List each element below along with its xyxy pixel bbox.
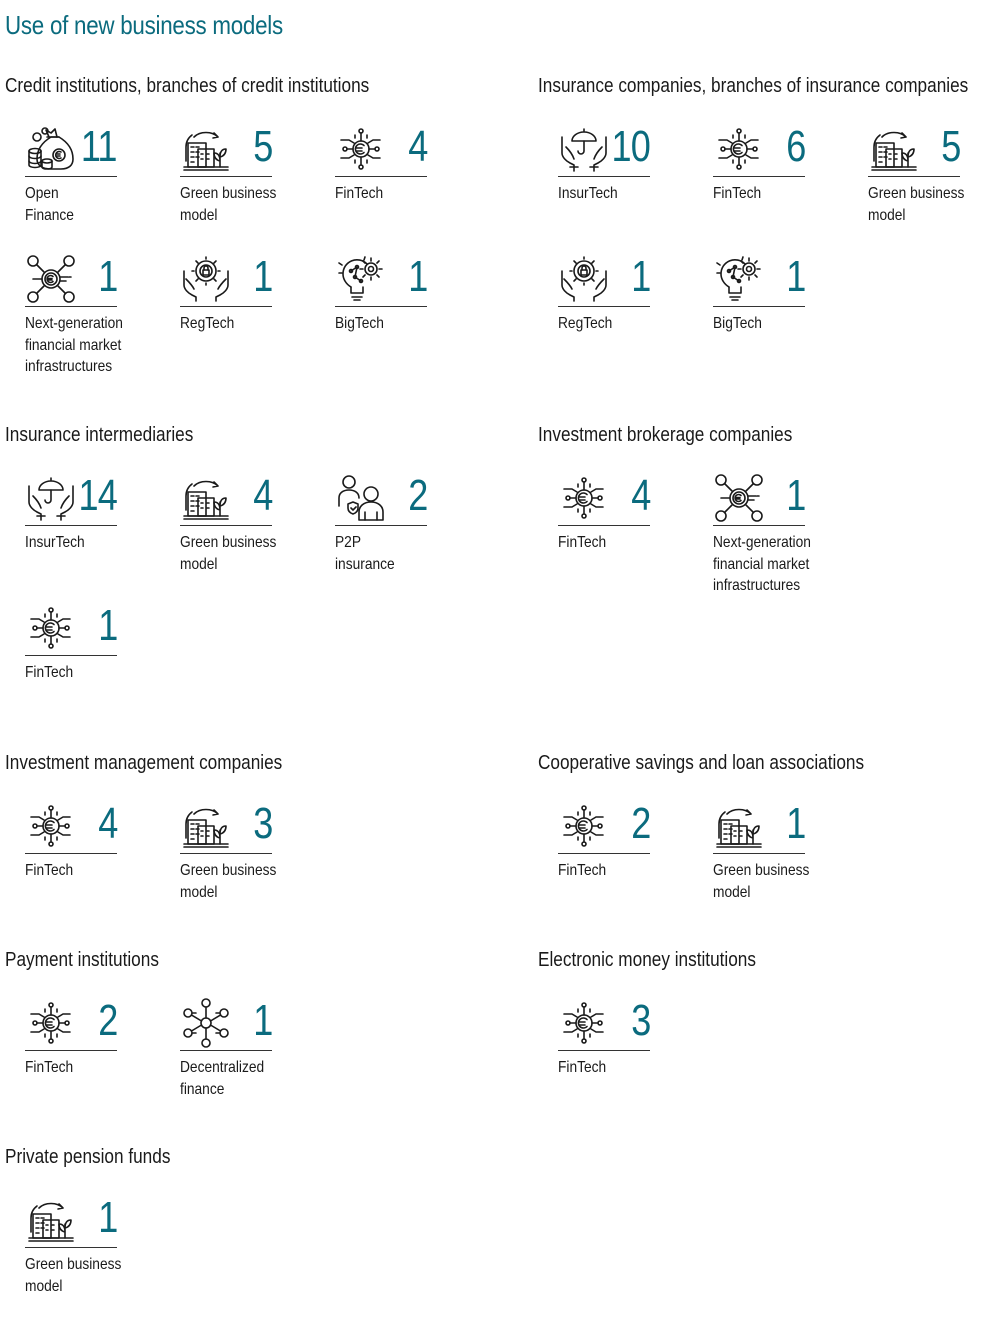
model-item: [558, 800, 650, 930]
model-item: [335, 253, 427, 383]
model-item: [558, 472, 650, 602]
model-item: [713, 799, 810, 930]
section-title: Investment brokerage companies: [538, 424, 793, 446]
divider: [335, 176, 427, 177]
model-item: [713, 123, 805, 253]
section-title: Credit institutions, branches of credit institutions: [5, 75, 370, 97]
model-item: [335, 123, 427, 253]
fintech-icon: [713, 123, 765, 175]
divider: [180, 525, 272, 526]
model-count: 2: [407, 471, 427, 520]
model-label: FinTech: [25, 862, 74, 879]
model-item: [25, 123, 117, 253]
model-item: [335, 472, 427, 602]
model-count: 4: [630, 471, 650, 520]
model-label: Green business model: [180, 534, 277, 573]
divider: [335, 306, 427, 307]
divider: [558, 525, 650, 526]
model-count: 1: [97, 252, 117, 301]
fintech-icon: [25, 800, 77, 852]
model-label: Next-generation financial market infrastructures: [25, 315, 123, 375]
model-count: 1: [785, 799, 805, 848]
model-label: Green business model: [713, 862, 810, 901]
divider: [713, 525, 805, 526]
divider: [713, 176, 805, 177]
model-label: RegTech: [180, 315, 235, 332]
model-label: BigTech: [713, 315, 762, 332]
model-item: [558, 123, 650, 253]
section-title: Cooperative savings and loan associations: [538, 752, 865, 774]
model-count: 10: [611, 122, 650, 171]
model-item: [180, 122, 277, 253]
model-item: [25, 472, 117, 602]
section-title: Electronic money institutions: [538, 949, 756, 971]
model-label: Green business model: [25, 1256, 122, 1295]
insurtech-icon: [25, 472, 77, 524]
divider: [558, 1050, 650, 1051]
divider: [25, 1247, 117, 1248]
divider: [868, 176, 960, 177]
model-label: FinTech: [558, 534, 607, 551]
regtech-icon: [558, 253, 610, 305]
model-count: 1: [407, 252, 427, 301]
model-item: [868, 122, 965, 253]
divider: [25, 853, 117, 854]
divider: [713, 853, 805, 854]
model-label: Decentralized finance: [180, 1059, 265, 1098]
section-title: Insurance companies, branches of insurance companies: [538, 75, 969, 97]
section-title: Insurance intermediaries: [5, 424, 194, 446]
model-label: FinTech: [25, 664, 74, 681]
model-label: FinTech: [335, 185, 384, 202]
model-count: 1: [252, 252, 272, 301]
model-item: [558, 253, 650, 383]
model-count: 1: [252, 996, 272, 1045]
model-item: [25, 1193, 122, 1324]
insurtech-icon: [558, 123, 610, 175]
fintech-icon: [25, 997, 77, 1049]
model-count: 4: [407, 122, 427, 171]
open-finance-icon: [25, 123, 77, 175]
fintech-icon: [25, 602, 77, 654]
model-count: 5: [940, 122, 960, 171]
model-item: [25, 800, 117, 930]
model-item: [180, 799, 277, 930]
model-label: RegTech: [558, 315, 613, 332]
model-item: [713, 253, 805, 383]
fintech-icon: [558, 800, 610, 852]
green-business-icon: [180, 123, 232, 175]
model-count: 1: [785, 252, 805, 301]
bigtech-icon: [335, 253, 387, 305]
defi-icon: [180, 997, 232, 1049]
green-business-icon: [868, 123, 920, 175]
model-item: [180, 471, 277, 602]
model-label: FinTech: [25, 1059, 74, 1076]
next-gen-infra-icon: [713, 472, 765, 524]
model-count: 3: [252, 799, 272, 848]
model-item: [713, 471, 811, 602]
model-label: InsurTech: [25, 534, 85, 551]
green-business-icon: [180, 472, 232, 524]
model-label: Open Finance: [25, 185, 74, 224]
model-count: 1: [630, 252, 650, 301]
model-label: InsurTech: [558, 185, 618, 202]
model-count: 4: [97, 799, 117, 848]
model-item: [558, 997, 650, 1127]
divider: [180, 1050, 272, 1051]
model-item: [25, 997, 117, 1127]
model-count: 3: [630, 996, 650, 1045]
divider: [558, 853, 650, 854]
model-label: Green business model: [180, 185, 277, 224]
divider: [180, 853, 272, 854]
model-count: 1: [785, 471, 805, 520]
model-count: 11: [81, 122, 117, 171]
divider: [713, 306, 805, 307]
model-label: P2P insurance: [335, 534, 395, 573]
model-label: BigTech: [335, 315, 384, 332]
green-business-icon: [713, 800, 765, 852]
section-title: Investment management companies: [5, 752, 283, 774]
model-label: Next-generation financial market infrastructures: [713, 534, 811, 594]
divider: [25, 655, 117, 656]
model-count: 14: [78, 471, 117, 520]
divider: [335, 525, 427, 526]
model-count: 2: [630, 799, 650, 848]
divider: [558, 176, 650, 177]
fintech-icon: [558, 997, 610, 1049]
page-title: Use of new business models: [5, 10, 283, 40]
model-item: [25, 602, 117, 732]
fintech-icon: [558, 472, 610, 524]
model-label: FinTech: [558, 1059, 607, 1076]
model-count: 4: [252, 471, 272, 520]
divider: [558, 306, 650, 307]
fintech-icon: [335, 123, 387, 175]
divider: [25, 525, 117, 526]
divider: [180, 306, 272, 307]
model-count: 5: [252, 122, 272, 171]
section-title: Private pension funds: [5, 1146, 171, 1168]
divider: [180, 176, 272, 177]
model-label: Green business model: [868, 185, 965, 224]
model-item: [25, 252, 123, 383]
p2p-insurance-icon: [335, 472, 387, 524]
section-title: Payment institutions: [5, 949, 159, 971]
model-count: 1: [97, 601, 117, 650]
bigtech-icon: [713, 253, 765, 305]
divider: [25, 1050, 117, 1051]
divider: [25, 176, 117, 177]
regtech-icon: [180, 253, 232, 305]
model-label: FinTech: [558, 862, 607, 879]
divider: [25, 306, 117, 307]
next-gen-infra-icon: [25, 253, 77, 305]
model-label: Green business model: [180, 862, 277, 901]
model-count: 6: [785, 122, 805, 171]
green-business-icon: [25, 1194, 77, 1246]
model-item: [180, 997, 272, 1127]
model-label: FinTech: [713, 185, 762, 202]
model-count: 1: [97, 1193, 117, 1242]
model-count: 2: [97, 996, 117, 1045]
green-business-icon: [180, 800, 232, 852]
model-item: [180, 253, 272, 383]
